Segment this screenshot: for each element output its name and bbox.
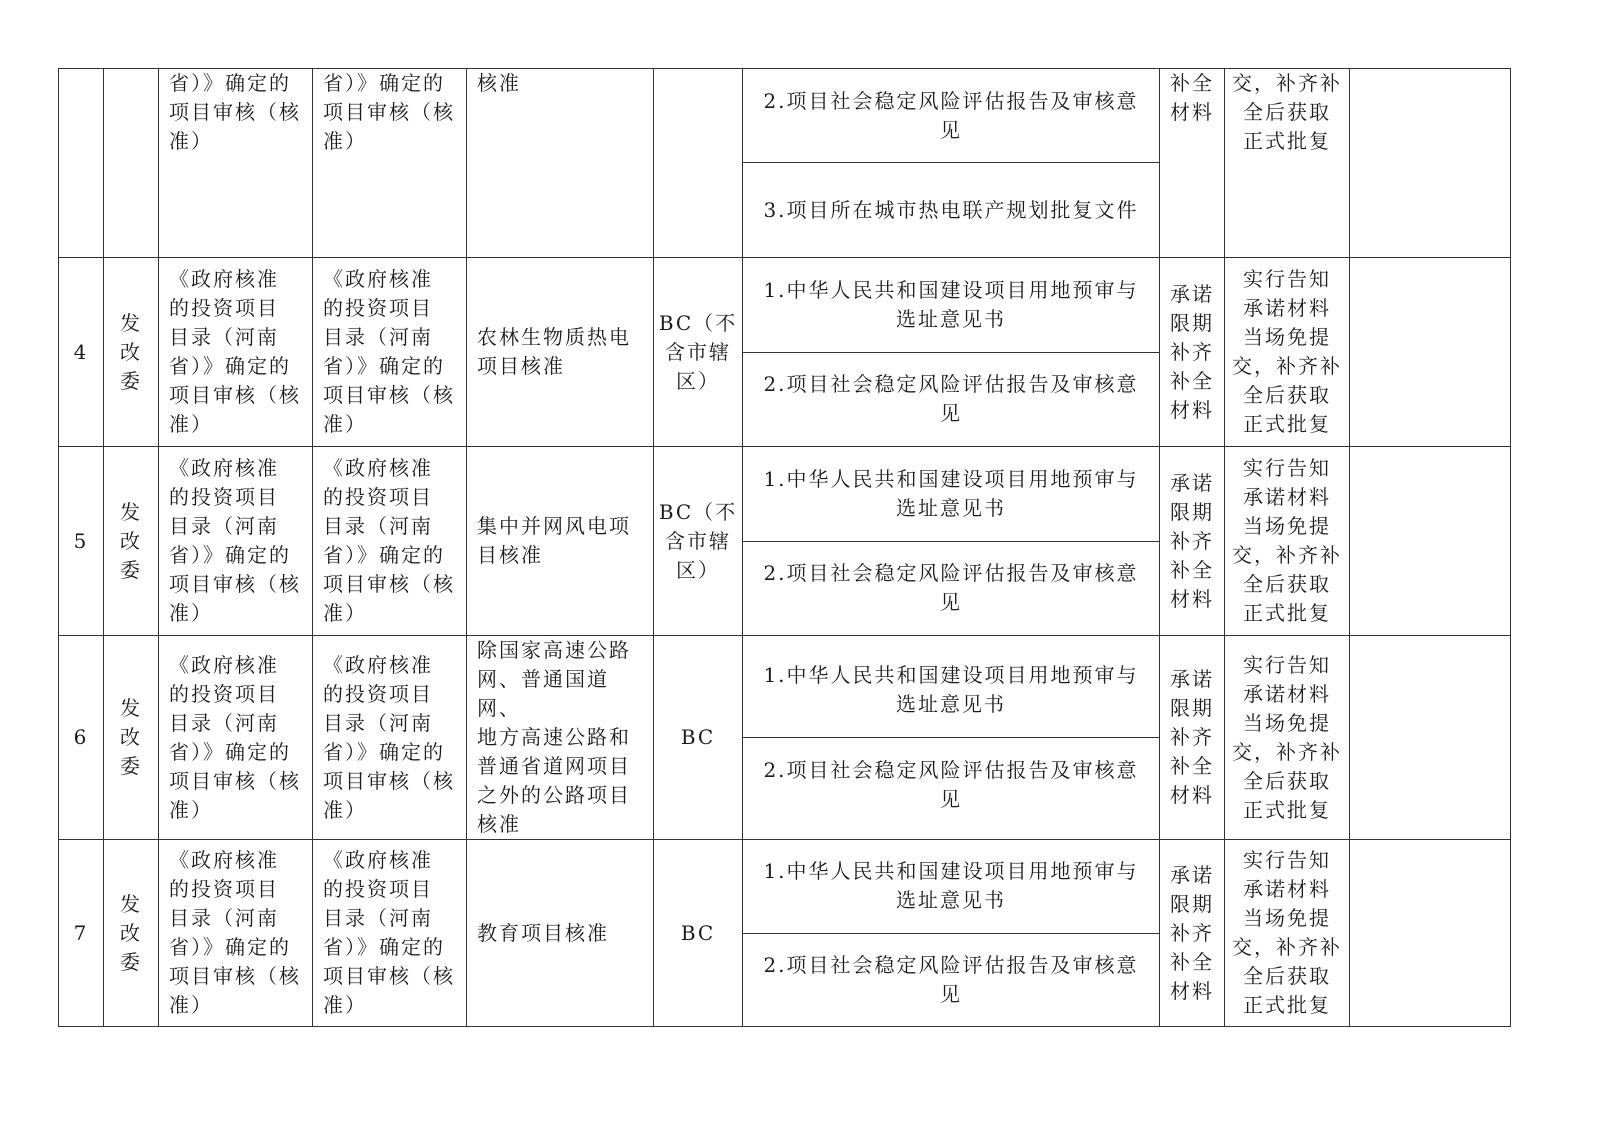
item-name-cell: 《政府核准 的投资项目 目录（河南 省）》确定的 项目审核（核 准） [159,636,313,840]
material-item: 3.项目所在城市热电联产规划批复文件 [763,197,1139,222]
scope-cell: BC [654,840,743,1027]
material-item: 2.项目社会稳定风险评估报告及审核意 见 [763,952,1139,1006]
approval-items-table [58,68,1511,1027]
material-item: 1.中华人民共和国建设项目用地预审与 选址意见书 [743,643,1159,738]
content-cell: 农林生物质热电 项目核准 [467,258,654,447]
content-cell: 除国家高速公路 网、普通国道网、 地方高速公路和 普通省道网项目 之外的公路项目 核准 [467,636,654,840]
method-cell: 承诺 限期 补齐 补全 材料 [1160,447,1225,636]
row-index-cell: 7 [59,840,104,1027]
material-item: 1.中华人民共和国建设项目用地预审与 选址意见书 [743,840,1159,934]
scope-cell: BC（不 含市辖 区） [654,258,743,447]
material-item: 2.项目社会稳定风险评估报告及审核意 见 [763,372,1139,426]
row-index-cell: 5 [59,447,104,636]
remark-cell [1350,636,1511,840]
sub-item-cell: 《政府核准 的投资项目 目录（河南 省）》确定的 项目审核（核 准） [313,258,467,447]
material-item: 1.中华人民共和国建设项目用地预审与 选址意见书 [743,447,1159,542]
note-cell: 实行告知 承诺材料 当场免提 交，补齐补 全后获取 正式批复 [1225,636,1350,840]
sub-item-cell: 《政府核准 的投资项目 目录（河南 省）》确定的 项目审核（核 准） [313,447,467,636]
note-cell: 实行告知 承诺材料 当场免提 交，补齐补 全后获取 正式批复 [1225,447,1350,636]
scope-cell: BC（不 含市辖 区） [654,447,743,636]
remark-cell [1350,447,1511,636]
materials-cell [743,840,1160,1027]
table-row [59,69,1511,258]
department-cell: 发 改 委 [104,840,159,1027]
method-cell: 承诺 限期 补齐 补全 材料 [1160,840,1225,1027]
row-index-cell [59,69,104,258]
content-cell: 集中并网风电项 目核准 [467,447,654,636]
materials-cell [743,69,1160,258]
note-cell: 实行告知 承诺材料 当场免提 交，补齐补 全后获取 正式批复 [1225,258,1350,447]
table-row [59,258,1511,447]
note-cell: 交，补齐补 全后获取 正式批复 [1225,69,1350,258]
remark-cell [1350,840,1511,1027]
material-item: 2.项目社会稳定风险评估报告及审核意 见 [763,758,1139,811]
method-cell: 承诺 限期 补齐 补全 材料 [1160,258,1225,447]
item-name-cell: 《政府核准 的投资项目 目录（河南 省）》确定的 项目审核（核 准） [159,840,313,1027]
document-page [58,68,1511,1027]
department-cell: 发 改 委 [104,636,159,840]
department-cell: 发 改 委 [104,447,159,636]
materials-cell [743,447,1160,636]
sub-item-cell: 《政府核准 的投资项目 目录（河南 省）》确定的 项目审核（核 准） [313,636,467,840]
table-row [59,447,1511,636]
materials-cell [743,258,1160,447]
department-cell: 发 改 委 [104,258,159,447]
item-name-cell: 《政府核准 的投资项目 目录（河南 省）》确定的 项目审核（核 准） [159,447,313,636]
remark-cell [1350,258,1511,447]
method-cell: 承诺 限期 补齐 补全 材料 [1160,636,1225,840]
table-row [59,840,1511,1027]
sub-item-cell: 省）》确定的 项目审核（核 准） [313,69,467,258]
item-name-cell: 《政府核准 的投资项目 目录（河南 省）》确定的 项目审核（核 准） [159,258,313,447]
content-cell: 教育项目核准 [467,840,654,1027]
scope-cell [654,69,743,258]
sub-item-cell: 《政府核准 的投资项目 目录（河南 省）》确定的 项目审核（核 准） [313,840,467,1027]
material-item: 2.项目社会稳定风险评估报告及审核意 见 [743,69,1159,163]
remark-cell [1350,69,1511,258]
method-cell: 补全 材料 [1160,69,1225,258]
content-cell: 核准 [467,69,654,258]
row-index-cell: 4 [59,258,104,447]
materials-cell [743,636,1160,840]
scope-cell: BC [654,636,743,840]
row-index-cell: 6 [59,636,104,840]
material-item: 1.中华人民共和国建设项目用地预审与 选址意见书 [743,258,1159,353]
note-cell: 实行告知 承诺材料 当场免提 交，补齐补 全后获取 正式批复 [1225,840,1350,1027]
department-cell [104,69,159,258]
table-row [59,636,1511,840]
item-name-cell: 省）》确定的 项目审核（核 准） [159,69,313,258]
material-item: 2.项目社会稳定风险评估报告及审核意 见 [763,561,1139,615]
